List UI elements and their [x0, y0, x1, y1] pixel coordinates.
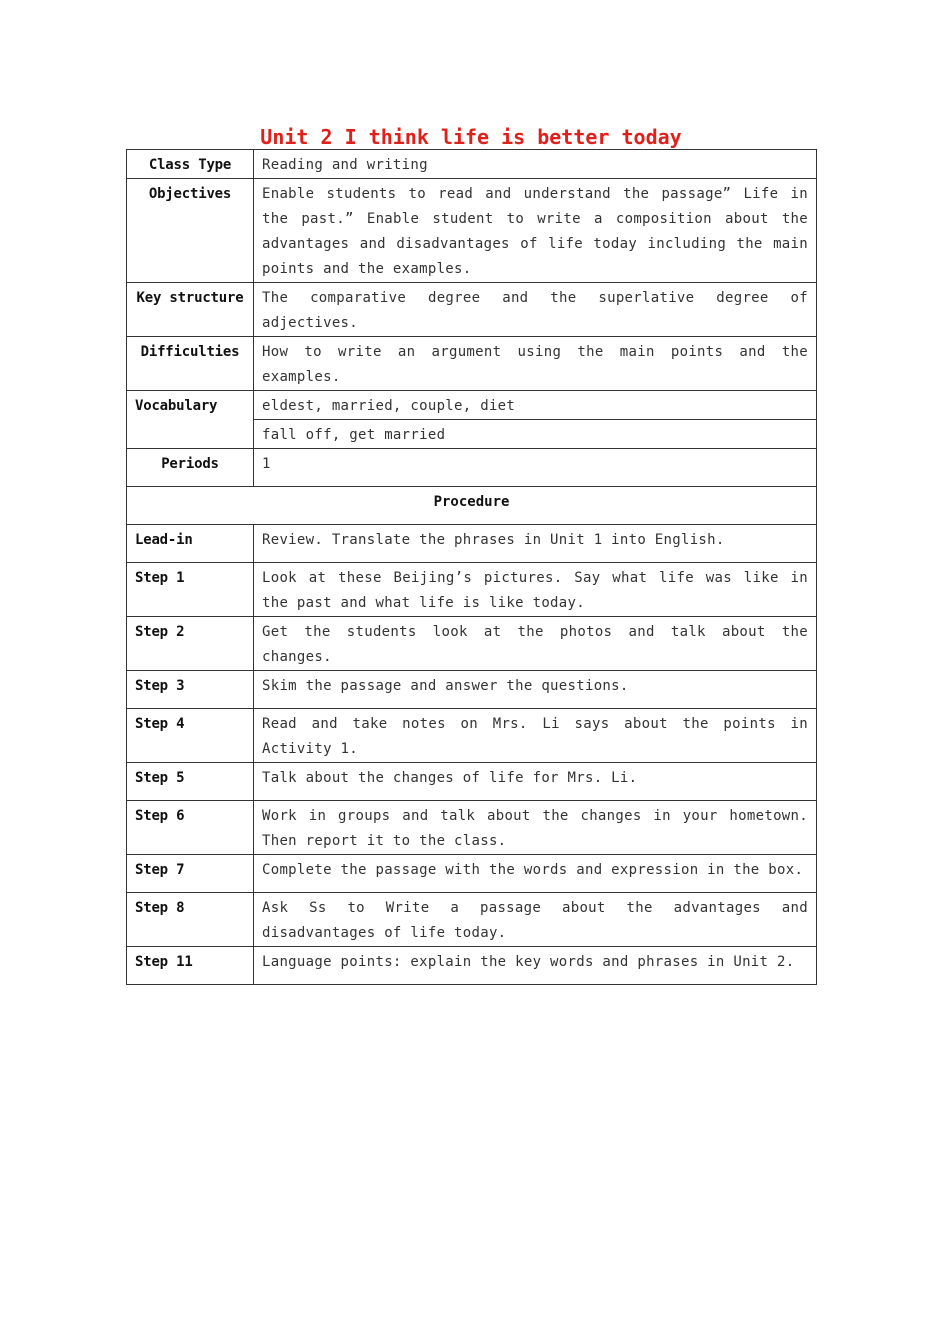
vocabulary-phrases: fall off, get married — [254, 420, 817, 449]
periods-value: 1 — [254, 449, 817, 487]
lesson-plan-table — [126, 149, 817, 985]
step-text: Work in groups and talk about the changes in your hometown. Then report it to the class. — [254, 801, 817, 855]
table-row — [127, 671, 817, 709]
key-structure-value: The comparative degree and the superlative degree of adjectives. — [254, 283, 817, 337]
table-row — [127, 893, 817, 947]
procedure-heading: Procedure — [127, 487, 817, 525]
step-text: Skim the passage and answer the questions. — [254, 671, 817, 709]
step-label: Lead-in — [127, 525, 254, 563]
row-key-structure — [127, 283, 817, 337]
class-type-value: Reading and writing — [254, 150, 817, 179]
table-row — [127, 763, 817, 801]
step-label: Step 2 — [127, 617, 254, 671]
step-text: Get the students look at the photos and talk about the changes. — [254, 617, 817, 671]
step-label: Step 4 — [127, 709, 254, 763]
objectives-label: Objectives — [127, 179, 254, 283]
step-text: Complete the passage with the words and expression in the box. — [254, 855, 817, 893]
row-class-type — [127, 150, 817, 179]
row-objectives — [127, 179, 817, 283]
vocabulary-words: eldest, married, couple, diet — [254, 391, 817, 420]
step-label: Step 1 — [127, 563, 254, 617]
page-title: Unit 2 I think life is better today — [260, 125, 682, 149]
difficulties-value: How to write an argument using the main points and the examples. — [254, 337, 817, 391]
step-label: Step 7 — [127, 855, 254, 893]
step-text: Read and take notes on Mrs. Li says about the points in Activity 1. — [254, 709, 817, 763]
step-text: Talk about the changes of life for Mrs. Li. — [254, 763, 817, 801]
periods-label: Periods — [127, 449, 254, 487]
step-text: Language points: explain the key words and phrases in Unit 2. — [254, 947, 817, 985]
table-row — [127, 801, 817, 855]
row-difficulties — [127, 337, 817, 391]
step-label: Step 8 — [127, 893, 254, 947]
class-type-label: Class Type — [127, 150, 254, 179]
table-row — [127, 617, 817, 671]
objectives-value: Enable students to read and understand the passage” Life in the past.” Enable student to write a composition about the advantages and disadvantages of life today including the main points and the examples. — [254, 179, 817, 283]
table-row — [127, 525, 817, 563]
key-structure-label: Key structure — [127, 283, 254, 337]
step-label: Step 3 — [127, 671, 254, 709]
table-row — [127, 563, 817, 617]
step-text: Ask Ss to Write a passage about the advantages and disadvantages of life today. — [254, 893, 817, 947]
difficulties-label: Difficulties — [127, 337, 254, 391]
step-label: Step 6 — [127, 801, 254, 855]
vocabulary-label: Vocabulary — [127, 391, 254, 449]
table-row — [127, 855, 817, 893]
row-procedure-heading — [127, 487, 817, 525]
table-row — [127, 709, 817, 763]
step-text: Review. Translate the phrases in Unit 1 into English. — [254, 525, 817, 563]
row-vocabulary-words — [127, 391, 817, 420]
step-text: Look at these Beijing’s pictures. Say what life was like in the past and what life is like today. — [254, 563, 817, 617]
table-row — [127, 947, 817, 985]
row-periods — [127, 449, 817, 487]
step-label: Step 5 — [127, 763, 254, 801]
step-label: Step 11 — [127, 947, 254, 985]
